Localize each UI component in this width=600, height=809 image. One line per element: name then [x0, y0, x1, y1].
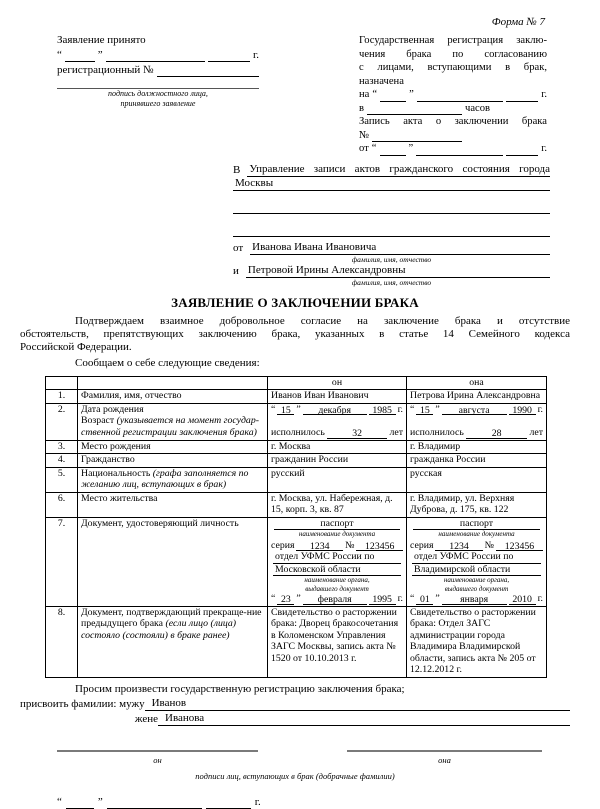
issuer-caption: наименование органа,: [304, 576, 370, 584]
birth-date-line: “ 15 ” августа 1990 г.: [410, 403, 543, 416]
header-empty-cell: [78, 376, 268, 390]
issuer-line: отдел УФМС России по: [412, 551, 541, 564]
cell-she: г. Владимир, ул. Верхняя Дуброва, д. 175, кв. 122: [407, 492, 547, 517]
cell-she: русская: [407, 467, 547, 492]
act-day-blank: [380, 144, 406, 156]
cell-label: Документ, удостоверяющий личность: [78, 517, 268, 606]
cell-he: Свидетельство о расторжении брака: Дворец бракосочетания в Коломенском Управления ЗАГС Москвы, запись акта № 1520 от 10.10.2013 г.: [268, 606, 407, 677]
table-row: [46, 492, 547, 517]
age-line: исполнилось 32 лет: [271, 427, 403, 439]
cell-number: 8.: [46, 606, 78, 677]
cell-he: Иванов Иван Иванович: [268, 390, 407, 404]
table-row: [46, 454, 547, 468]
registration-info-block: [359, 34, 547, 156]
age-line: исполнилось 28 лет: [410, 427, 543, 439]
act-number-line: №: [359, 129, 547, 143]
cell-she: Петрова Ирина Александровна: [407, 390, 547, 404]
consent-paragraph-line: обстоятельств, препятствующих заключению брака, указанных в статье 14 Семейного кодекса: [20, 327, 570, 340]
accepted-date-line: “ ” г.: [57, 49, 259, 61]
table-row: [46, 403, 547, 440]
table-row: [46, 390, 547, 404]
addressee-office-line: В Управление записи актов гражданского состояния города: [233, 162, 550, 176]
bride-name-line: и Петровой Ирины Александровны: [233, 264, 550, 278]
issuer-line: Московской области: [273, 564, 401, 577]
consent-paragraph-line: Российской Федерации.: [20, 340, 132, 353]
application-month-blank: [107, 797, 202, 809]
signature-rules: [57, 750, 542, 752]
top-blocks: [20, 34, 570, 156]
document-name: паспорт: [413, 518, 540, 531]
registration-text-line: чения брака по согласованию: [359, 48, 547, 60]
consent-paragraph-line: Подтверждаем взаимное добровольное согласие на заключение брака и отсутствие: [75, 314, 570, 327]
signature-label-he: он: [153, 754, 162, 765]
cell-number: 7.: [46, 517, 78, 606]
registration-number-line: регистрационный №: [57, 64, 259, 77]
signatures-caption: подписи лиц, вступающих в брак (добрачные фамилии): [195, 770, 395, 781]
wife-surname-line: жене Иванова: [20, 712, 570, 726]
addressee-blank-line: [233, 224, 550, 237]
addressee-block: [233, 163, 550, 287]
cell-label: Фамилия, имя, отчество: [78, 390, 268, 404]
header-he: он: [268, 376, 407, 390]
accepted-month-blank: [106, 50, 206, 62]
issue-date-line: “ 23 ” февраля 1995 г.: [271, 593, 403, 605]
cell-number: 4.: [46, 454, 78, 468]
cell-she: гражданка России: [407, 454, 547, 468]
appointment-hours-blank: [367, 103, 462, 115]
issuer-caption: наименование органа,: [443, 576, 510, 584]
issuer-line: Владимирской области: [412, 564, 541, 577]
official-signature-caption-2: принявшего заявление: [120, 99, 196, 108]
cell-he: [268, 517, 407, 606]
application-day-blank: [66, 797, 94, 809]
act-month-blank: [416, 144, 503, 156]
details-table: [45, 376, 547, 678]
cell-number: 2.: [46, 403, 78, 440]
cell-label: Документ, подтверждающий прекраще-ние предыдущего брака (если лицо (лица) состояло (состояли) в браке ранее): [78, 606, 268, 677]
registration-number-blank: [157, 65, 259, 77]
fio-caption: фамилия, имя, отчество: [351, 254, 432, 264]
fio-caption: фамилия, имя, отчество: [351, 277, 432, 287]
document-name-caption: наименование документа: [438, 530, 515, 538]
birth-date-line: “ 15 ” декабря 1985 г.: [271, 403, 403, 416]
act-year-blank: [506, 144, 538, 156]
signature-labels: [57, 754, 542, 767]
document-name: паспорт: [274, 518, 400, 531]
cell-label: Дата рождения Возраст (указывается на момент государ-ственной регистрации заключения брака): [78, 403, 268, 440]
addressee-city-line: Москвы: [233, 177, 550, 191]
husband-surname-line: присвоить фамилии: мужу Иванов: [20, 697, 570, 711]
appointment-day-blank: [380, 90, 406, 102]
table-row: [46, 440, 547, 454]
official-signature-caption: подпись должностного лица,: [108, 89, 208, 98]
signature-rule-he: [57, 750, 258, 752]
appointment-month-blank: [417, 90, 503, 102]
husband-surname-value: Иванов: [145, 697, 570, 711]
application-year-blank: [206, 797, 251, 809]
cell-number: 3.: [46, 440, 78, 454]
document-title: ЗАЯВЛЕНИЕ О ЗАКЛЮЧЕНИИ БРАКА: [171, 294, 419, 310]
table-header-row: [46, 376, 547, 390]
cell-label: Национальность (графа заполняется по желанию лиц, вступающих в брак): [78, 467, 268, 492]
signature-rule-she: [347, 750, 542, 752]
cell-label: Место жительства: [78, 492, 268, 517]
cell-number: 5.: [46, 467, 78, 492]
addressee-blank-line: [233, 201, 550, 214]
cell-she: [407, 517, 547, 606]
cell-number: 1.: [46, 390, 78, 404]
cell-he: русский: [268, 467, 407, 492]
cell-number: 6.: [46, 492, 78, 517]
appointment-date-line: на “ ” г.: [359, 89, 547, 100]
accepted-year-blank: [208, 50, 250, 62]
accepted-title: Заявление принято: [57, 34, 146, 46]
act-date-line: от “ ” г.: [359, 143, 547, 154]
registration-text-line: назначена: [359, 75, 404, 87]
cell-he: [268, 403, 407, 440]
cell-she: [407, 403, 547, 440]
request-line: Просим произвести государственную регистрацию заключения брака;: [75, 682, 405, 695]
signature-label-she: она: [438, 754, 451, 765]
registration-text-line: с лицами, вступающими в брак,: [359, 62, 547, 73]
form-number: Форма № 7: [491, 16, 545, 28]
passport-series-line: серия 1234 № 123456: [271, 540, 403, 552]
cell-he: гражданин России: [268, 454, 407, 468]
application-accepted-block: [57, 34, 259, 156]
cell-she: Свидетельство о расторжении брака: Отдел ЗАГС администрации города Владимира Владимирской области, запись акта № 205 от 12.12.2012 г.: [407, 606, 547, 677]
cell-he: г. Москва, ул. Набережная, д. 15, корп. 3, кв. 87: [268, 492, 407, 517]
table-row: [46, 467, 547, 492]
appointment-year-blank: [506, 90, 538, 102]
groom-name-line: от Иванова Ивана Ивановича: [233, 241, 550, 255]
issuer-line: отдел УФМС России по: [273, 551, 401, 564]
appointment-time-line: в часов: [359, 102, 491, 114]
issue-date-line: “ 01 ” января 2010 г.: [410, 593, 543, 605]
table-row: [46, 606, 547, 677]
header-she: она: [407, 376, 547, 390]
act-record-line: Запись акта о заключении брака: [359, 116, 547, 127]
document-name-caption: наименование документа: [298, 530, 376, 538]
wife-surname-value: Иванова: [158, 712, 570, 726]
accepted-day-blank: [65, 50, 95, 62]
header-empty-cell: [46, 376, 78, 390]
table-row: [46, 517, 547, 606]
cell-she: г. Владимир: [407, 440, 547, 454]
application-date-line: “ ” г.: [57, 795, 261, 808]
act-number-blank: [372, 130, 462, 142]
cell-label: Место рождения: [78, 440, 268, 454]
details-intro: Сообщаем о себе следующие сведения:: [75, 356, 260, 369]
cell-he: г. Москва: [268, 440, 407, 454]
cell-label: Гражданство: [78, 454, 268, 468]
issuer-caption: выдавшего документ: [444, 584, 509, 593]
passport-series-line: серия 1234 № 123456: [410, 540, 543, 552]
issuer-caption: выдавшего документ: [305, 584, 369, 593]
registration-text-line: Государственная регистрация заклю-: [359, 35, 547, 46]
